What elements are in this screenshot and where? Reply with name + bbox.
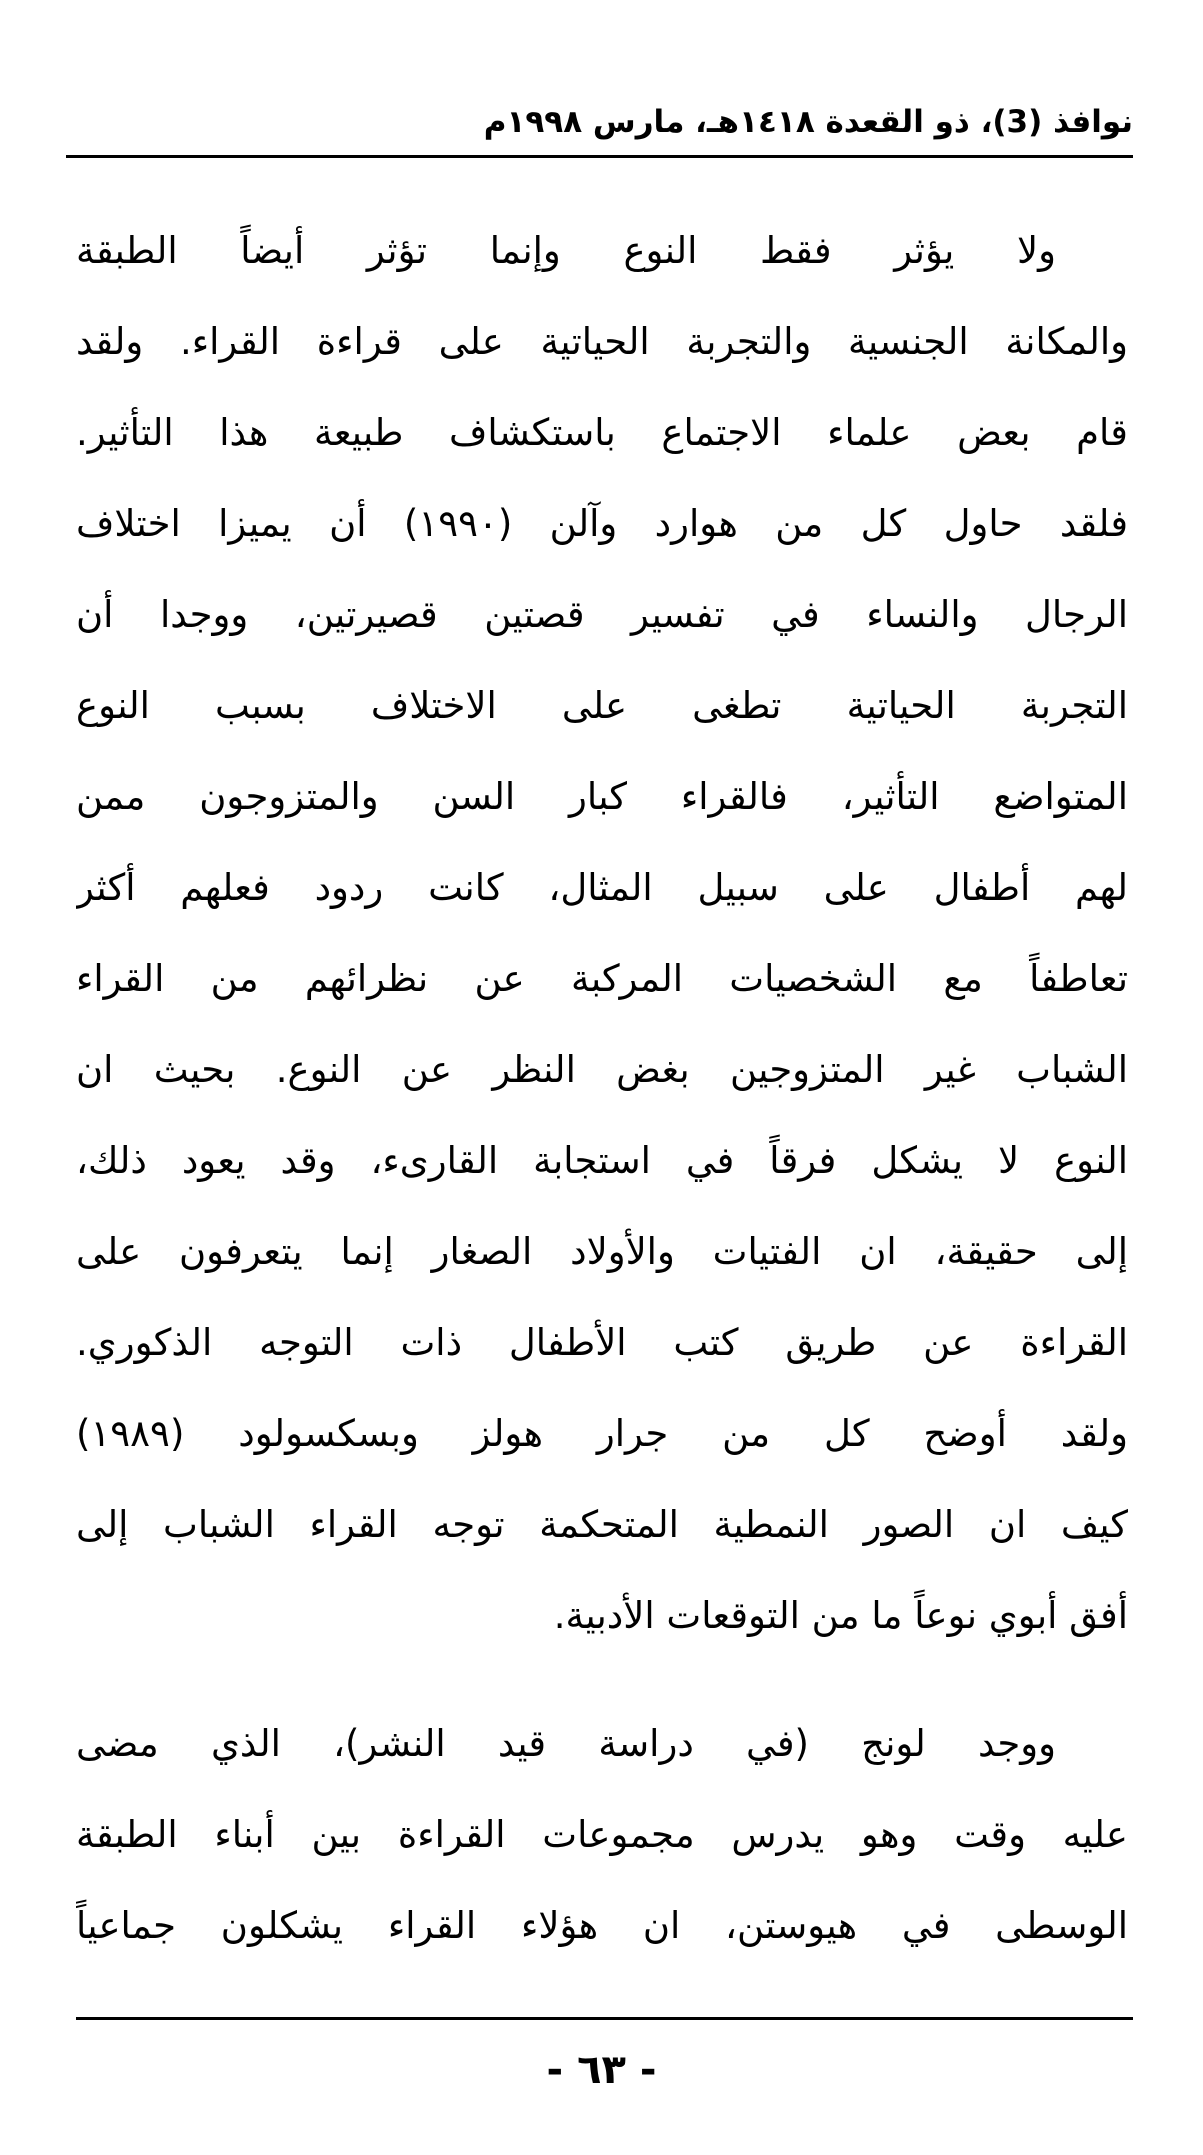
- running-header: نوافذ (3)، ذو القعدة ١٤١٨هـ، مارس ١٩٩٨م: [483, 104, 1133, 140]
- paragraph-line: الشباب غير المتزوجين بغض النظر عن النوع. بحيث ان: [76, 1048, 1128, 1091]
- paragraph-gap: [76, 1661, 1128, 1698]
- paragraph-line: تعاطفاً مع الشخصيات المركبة عن نظرائهم من القراء: [76, 957, 1128, 1000]
- paragraph-line: الوسطى في هيوستن، ان هؤلاء القراء يشكلون جماعياً: [76, 1904, 1128, 1947]
- paragraph-line: فلقد حاول كل من هوارد وآلن (١٩٩٠) أن يميزا اختلاف: [76, 502, 1128, 545]
- footer-rule: [76, 2017, 1133, 2020]
- paragraph-line: كيف ان الصور النمطية المتحكمة توجه القراء الشباب إلى: [76, 1503, 1128, 1546]
- paragraph-2: [76, 1698, 1128, 1971]
- paragraph-line: التجربة الحياتية تطغى على الاختلاف بسبب النوع: [76, 684, 1128, 727]
- paragraph-line: المتواضع التأثير، فالقراء كبار السن والمتزوجون ممن: [76, 775, 1128, 818]
- paragraph-line: أفق أبوي نوعاً ما من التوقعات الأدبية.: [553, 1594, 1128, 1637]
- paragraph-line: النوع لا يشكل فرقاً في استجابة القارىء، وقد يعود ذلك،: [76, 1139, 1128, 1182]
- paragraph-1: [76, 205, 1128, 1661]
- paragraph-line: القراءة عن طريق كتب الأطفال ذات التوجه الذكوري.: [76, 1321, 1128, 1364]
- page-number: - ٦٣ -: [546, 2047, 657, 2093]
- paragraph-line: قام بعض علماء الاجتماع باستكشاف طبيعة هذا التأثير.: [76, 411, 1128, 454]
- paragraph-line: عليه وقت وهو يدرس مجموعات القراءة بين أبناء الطبقة: [76, 1813, 1128, 1856]
- body-text: [76, 205, 1128, 1971]
- paragraph-line: ولقد أوضح كل من جرار هولز وبسكسولود (١٩٨٩): [76, 1412, 1128, 1455]
- paragraph-line: ووجد لونج (في دراسة قيد النشر)، الذي مضى: [76, 1722, 1056, 1765]
- paragraph-line: الرجال والنساء في تفسير قصتين قصيرتين، ووجدا أن: [76, 593, 1128, 636]
- paragraph-line: لهم أطفال على سبيل المثال، كانت ردود فعلهم أكثر: [76, 866, 1128, 909]
- paragraph-line: ولا يؤثر فقط النوع وإنما تؤثر أيضاً الطبقة: [76, 229, 1056, 272]
- paragraph-line: إلى حقيقة، ان الفتيات والأولاد الصغار إنما يتعرفون على: [76, 1230, 1128, 1273]
- header-rule: [66, 155, 1133, 158]
- paragraph-line: والمكانة الجنسية والتجربة الحياتية على قراءة القراء. ولقد: [76, 320, 1128, 363]
